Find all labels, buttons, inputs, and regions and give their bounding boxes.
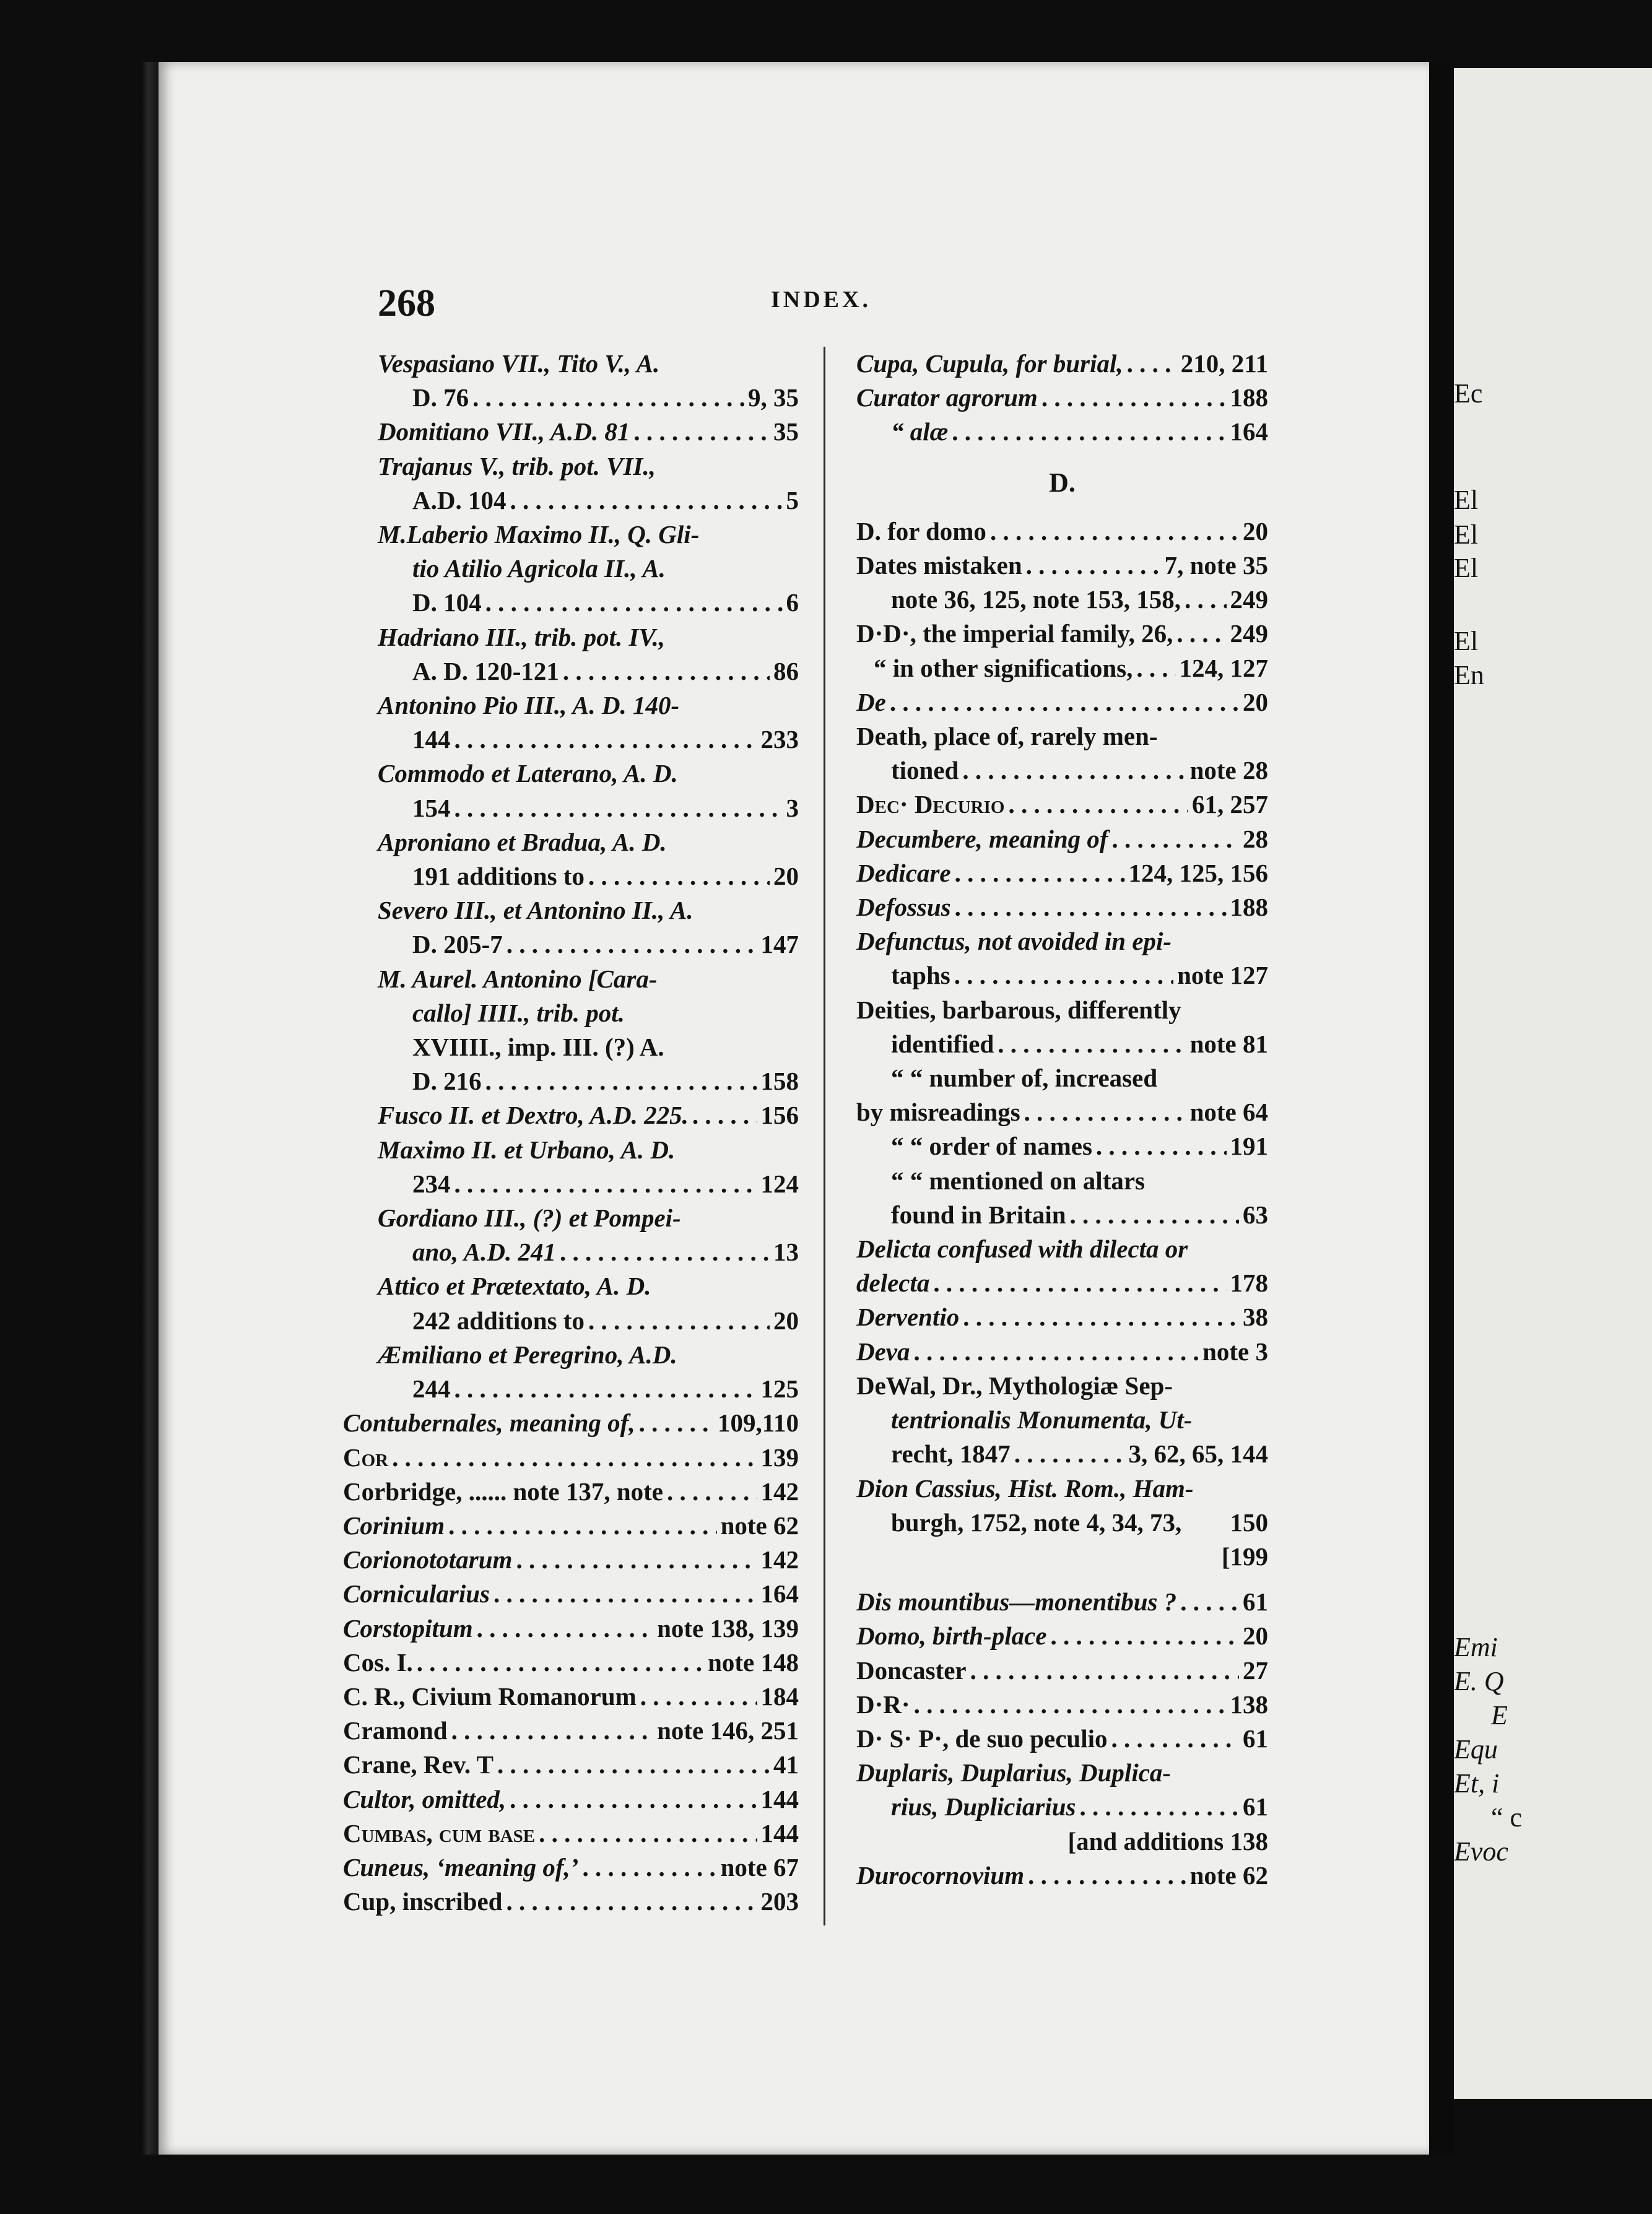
index-entry: Death, place of, rarely men- [856,722,1158,751]
index-column-right [856,347,1268,1893]
index-entry: “ “ order of names . . . 191 [856,1129,1268,1163]
index-entry: callo] IIII., trib. pot. [412,998,625,1027]
facing-text: “ c [1491,1802,1523,1833]
index-entry: Defossus . . . 188 [856,890,1268,924]
facing-text: Ec [1454,378,1483,409]
index-entry: De . . . 20 [856,685,1268,719]
binding-edge [141,62,159,2155]
index-entry: Domitiano VII., A.D. 81 . . . 35 [378,415,799,449]
index-entry: DeWal, Dr., Mythologiæ Sep- [856,1371,1173,1400]
index-entry: Cupa, Cupula, for burial, . . . 210, 211 [856,347,1268,381]
index-entry: Vespasiano VII., Tito V., A. [378,349,660,378]
index-entry: Dion Cassius, Hist. Rom., Ham- [856,1474,1194,1503]
facing-text: El [1454,553,1479,583]
index-entry: Doncaster . . . 27 [856,1654,1268,1688]
index-entry: Dec· Decurio . . . 61, 257 [856,788,1268,822]
index-entry: XVIIII., imp. III. (?) A. [412,1033,664,1062]
index-entry: Commodo et Laterano, A. D. [378,759,678,788]
facing-text: Et, i [1454,1768,1500,1799]
index-entry: Æmiliano et Peregrino, A.D. [378,1340,677,1369]
index-entry: Deva . . . note 3 [856,1335,1268,1369]
index-entry: Domo, birth-place . . . 20 [856,1619,1268,1653]
index-entry: tioned . . . note 28 [856,753,1268,788]
index-entry: 242 additions to . . . 20 [378,1304,799,1338]
index-entry: Defunctus, not avoided in epi- [856,927,1172,956]
index-entry: Attico et Prætextato, A. D. [378,1272,651,1301]
index-entry: A.D. 104 . . . 5 [378,484,799,518]
index-entry: Corinium . . . note 62 [343,1509,799,1543]
index-entry: Corbridge, ...... note 137, note . . . 142 [343,1475,799,1509]
index-entry: Contubernales, meaning of, . . . 109,110 [343,1406,799,1440]
index-entry: 191 additions to . . . 20 [378,859,799,893]
index-entry: Maximo II. et Urbano, A. D. [378,1135,676,1164]
index-entry: D. 216 . . . 158 [378,1064,799,1098]
index-entry: [199 [1221,1542,1268,1571]
index-entry: taphs . . . note 127 [856,958,1268,992]
index-entry: rius, Dupliciarius . . . 61 [856,1790,1268,1824]
index-entry: by misreadings . . . note 64 [856,1095,1268,1129]
index-entry: Cumbas, cum base . . . 144 [343,1817,799,1851]
index-entry: recht, 1847 . . . 3, 62, 65, 144 [856,1437,1268,1471]
index-entry: Severo III., et Antonino II., A. [378,896,693,925]
index-entry: D·R· . . . 138 [856,1688,1268,1722]
index-entry: A. D. 120-121 . . . 86 [378,654,799,688]
index-entry: Delicta confused with dilecta or [856,1235,1188,1264]
index-entry: 244 . . . 125 [378,1372,799,1406]
page-gutter [1429,62,1454,2155]
column-rule [824,347,825,1925]
facing-text: E [1491,1700,1508,1730]
index-entry: Decumbere, meaning of . . . 28 [856,822,1268,856]
index-entry: found in Britain . . . 63 [856,1198,1268,1232]
index-entry: “ “ number of, increased [891,1064,1158,1093]
index-entry: Dates mistaken . . . 7, note 35 [856,549,1268,583]
index-entry: note 36, 125, note 153, 158, . . . 249 [856,583,1268,617]
index-entry: “ in other significations, . . . 124, 127 [856,651,1268,685]
facing-text: Emi [1454,1632,1498,1662]
index-entry: D·D·, the imperial family, 26, . . . 249 [856,617,1268,651]
index-entry: Cramond . . . note 146, 251 [343,1714,799,1748]
index-entry: Fusco II. et Dextro, A.D. 225. . . . 156 [378,1098,799,1132]
index-entry: Gordiano III., (?) et Pompei- [378,1204,681,1233]
index-entry: Corstopitum . . . note 138, 139 [343,1612,799,1646]
index-entry: D· S· P·, de suo peculio . . . 61 [856,1722,1268,1756]
index-entry: D. 76 . . . 9, 35 [378,381,799,415]
index-entry: Cup, inscribed . . . 203 [343,1885,799,1919]
index-entry: Cultor, omitted, . . . 144 [343,1782,799,1817]
index-entry: [and additions 138 [1067,1826,1268,1856]
index-entry: tentrionalis Monumenta, Ut- [891,1405,1193,1435]
facing-text: El [1454,485,1479,515]
running-head: INDEX. [771,287,871,313]
index-entry: Cos. I. . . . note 148 [343,1646,799,1680]
section-heading-d: D. [1049,467,1076,498]
index-entry: Durocornovium . . . note 62 [856,1859,1268,1893]
index-entry: Cuneus, ‘meaning of,’ . . . note 67 [343,1851,799,1885]
index-entry: Crane, Rev. T . . . 41 [343,1748,799,1782]
index-entry: D. 205-7 . . . 147 [378,927,799,962]
index-entry: “ “ mentioned on altars [891,1166,1145,1195]
index-entry: D. 104 . . . 6 [378,586,799,620]
index-entry: delecta . . . 178 [856,1266,1268,1300]
index-entry: D. for domo . . . 20 [856,514,1268,549]
index-entry: burgh, 1752, note 4, 34, 73, 150 [891,1508,1268,1537]
facing-text: El [1454,626,1479,656]
facing-text: El [1454,519,1479,550]
index-column-left [343,347,799,1919]
index-entry: “ alæ . . . 164 [856,415,1268,449]
index-entry: Corionototarum . . . 142 [343,1543,799,1577]
index-entry: Deities, barbarous, differently [856,995,1181,1024]
index-entry: C. R., Civium Romanorum . . . 184 [343,1680,799,1714]
index-entry: tio Atilio Agricola II., A. [412,554,666,583]
index-entry: Trajanus V., trib. pot. VII., [378,451,656,480]
index-entry: identified . . . note 81 [856,1027,1268,1061]
index-entry: Cornicularius . . . 164 [343,1577,799,1611]
index-entry: 234 . . . 124 [378,1167,799,1201]
facing-text: En [1454,660,1484,690]
facing-page-fragment [1454,68,1652,2099]
index-entry: Dis mountibus—monentibus ? . . . 61 [856,1585,1268,1619]
index-entry: Cor . . . 139 [343,1441,799,1475]
index-entry: 154 . . . 3 [378,791,799,825]
index-entry: ano, A.D. 241 . . . 13 [378,1235,799,1269]
index-entry: Antonino Pio III., A. D. 140- [378,691,680,720]
index-entry: Derventio . . . 38 [856,1300,1268,1334]
index-entry: M. Aurel. Antonino [Cara- [378,964,658,993]
index-entry: M.Laberio Maximo II., Q. Gli- [378,520,700,549]
index-entry: Duplaris, Duplarius, Duplica- [856,1758,1172,1787]
facing-text: Equ [1454,1734,1498,1765]
index-entry: Dedicare . . . 124, 125, 156 [856,856,1268,890]
page-number: 268 [378,282,435,324]
index-entry: Curator agrorum . . . 188 [856,381,1268,415]
facing-text: Evoc [1454,1836,1508,1867]
index-entry: Aproniano et Bradua, A. D. [378,827,667,856]
index-entry: 144 . . . 233 [378,723,799,757]
index-entry: Hadriano III., trib. pot. IV., [378,622,666,651]
facing-text: E. Q [1454,1666,1504,1696]
